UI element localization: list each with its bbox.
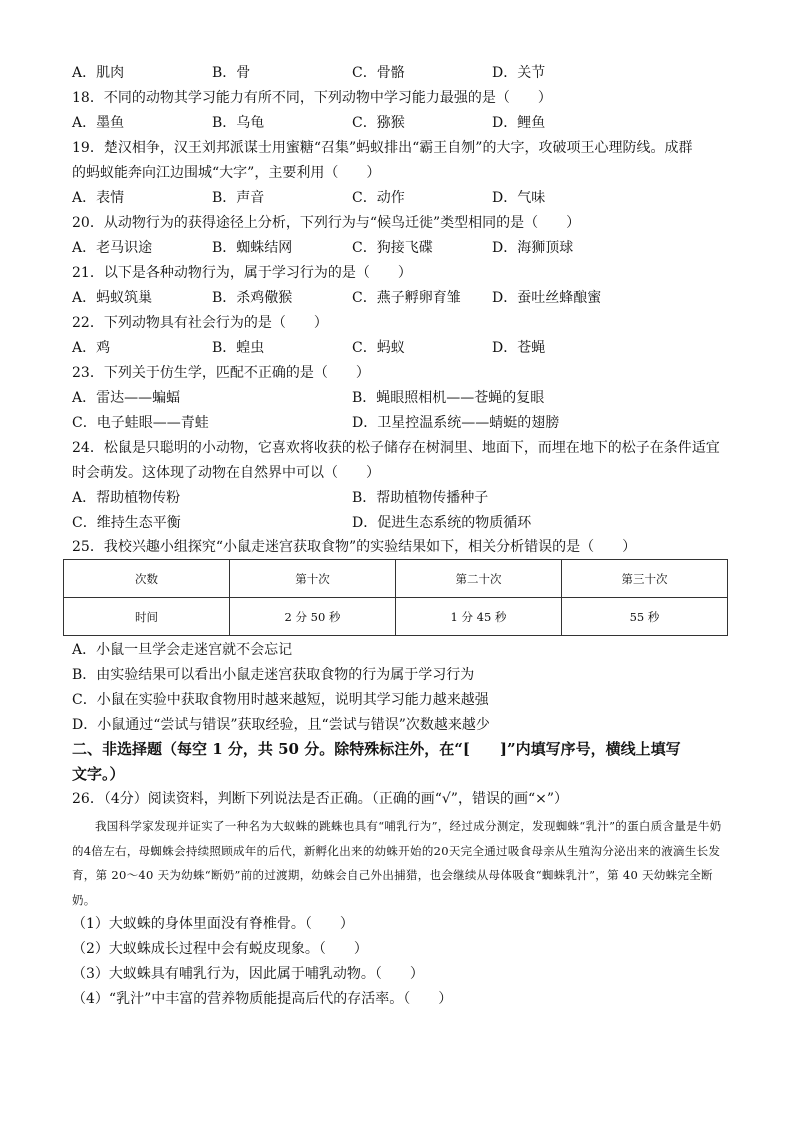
q20-stem: 20．从动物行为的获得途径上分析，下列行为与“候鸟迁徙”类型相同的是（ ） bbox=[72, 215, 581, 231]
q19-stem-line2: 的蚂蚁能奔向江边围城“大字”，主要利用（ ） bbox=[72, 165, 381, 181]
q21-stem: 21．以下是各种动物行为，属于学习行为的是（ ） bbox=[72, 265, 412, 281]
q26-item-2[interactable]: （2）大蚁蛛成长过程中会有蜕皮现象。（ ） bbox=[72, 941, 368, 957]
q17-option-a[interactable]: A．肌肉 bbox=[72, 65, 125, 81]
q23-option-b[interactable]: B．蝇眼照相机——苍蝇的复眼 bbox=[352, 390, 545, 406]
table-cell: 时间 bbox=[64, 598, 230, 636]
q20-option-d[interactable]: D．海狮顶球 bbox=[492, 240, 574, 256]
q21-option-d[interactable]: D．蚕吐丝蜂酿蜜 bbox=[492, 290, 602, 306]
q24-option-d[interactable]: D．促进生态系统的物质循环 bbox=[352, 515, 532, 531]
q19-option-d[interactable]: D．气味 bbox=[492, 190, 546, 206]
q23-options-row2 bbox=[72, 413, 732, 433]
q17-option-b[interactable]: B．骨 bbox=[212, 65, 251, 81]
q23-stem: 23．下列关于仿生学，匹配不正确的是（ ） bbox=[72, 365, 370, 381]
q18-option-d[interactable]: D．鲤鱼 bbox=[492, 115, 546, 131]
q21-option-b[interactable]: B．杀鸡儆猴 bbox=[212, 290, 293, 306]
q24-options-row1 bbox=[72, 488, 732, 508]
table-header-cell: 第三十次 bbox=[562, 560, 728, 598]
q25-results-table bbox=[63, 559, 728, 636]
q18-option-b[interactable]: B．乌龟 bbox=[212, 115, 265, 131]
q25-option-c[interactable]: C．小鼠在实验中获取食物用时越来越短，说明其学习能力越来越强 bbox=[72, 692, 489, 708]
q18-stem: 18．不同的动物其学习能力有所不同，下列动物中学习能力最强的是（ ） bbox=[72, 90, 552, 106]
table-cell: 55 秒 bbox=[562, 598, 728, 636]
q19-option-b[interactable]: B．声音 bbox=[212, 190, 265, 206]
table-header-cell: 次数 bbox=[64, 560, 230, 598]
q23-option-d[interactable]: D．卫星控温系统——蜻蜓的翅膀 bbox=[352, 415, 560, 431]
q22-option-c[interactable]: C．蚂蚁 bbox=[352, 340, 405, 356]
section2-title-line2: 文字。） bbox=[72, 765, 125, 783]
q18-option-a[interactable]: A．墨鱼 bbox=[72, 115, 125, 131]
q19-stem-line1: 19．楚汉相争，汉王刘邦派谋士用蜜糖“召集”蚂蚁排出“霸王自刎”的大字，攻破项王心理防线。成群 bbox=[72, 140, 693, 156]
q22-option-a[interactable]: A．鸡 bbox=[72, 340, 111, 356]
q24-stem-line2: 时会萌发。这体现了动物在自然界中可以（ ） bbox=[72, 465, 380, 481]
q20-option-c[interactable]: C．狗接飞碟 bbox=[352, 240, 433, 256]
q26-item-3[interactable]: （3）大蚁蛛具有哺乳行为，因此属于哺乳动物。（ ） bbox=[72, 966, 424, 982]
q25-option-b[interactable]: B．由实验结果可以看出小鼠走迷宫获取食物的行为属于学习行为 bbox=[72, 667, 475, 683]
q24-option-a[interactable]: A．帮助植物传粉 bbox=[72, 490, 181, 506]
q26-item-1[interactable]: （1）大蚁蛛的身体里面没有脊椎骨。（ ） bbox=[72, 916, 354, 932]
table-cell: 1 分 45 秒 bbox=[396, 598, 562, 636]
q24-option-c[interactable]: C．维持生态平衡 bbox=[72, 515, 181, 531]
table-header-cell: 第二十次 bbox=[396, 560, 562, 598]
q20-option-b[interactable]: B．蜘蛛结网 bbox=[212, 240, 293, 256]
q23-option-c[interactable]: C．电子蛙眼——青蛙 bbox=[72, 415, 209, 431]
q18-option-c[interactable]: C．猕猴 bbox=[352, 115, 405, 131]
q21-options bbox=[72, 288, 732, 308]
q22-stem: 22．下列动物具有社会行为的是（ ） bbox=[72, 315, 328, 331]
q26-passage: 我国科学家发现并证实了一种名为大蚁蛛的跳蛛也具有“哺乳行为”，经过成分测定，发现蜘蛛“乳汁”的蛋白质含量是牛奶的4倍左右，母蜘蛛会持续照顾成年的后代，新孵化出来的幼蛛开始的20天完全通过吸食母亲从生殖沟分泌出来的液滴生长发育，第 20～40 天为幼蛛“断奶”前的过渡期，幼蛛会自己外出捕猎，也会继续从母体吸食“蜘蛛乳汁”，第 40 天幼蛛完全断奶。 bbox=[72, 819, 722, 907]
q22-option-d[interactable]: D．苍蝇 bbox=[492, 340, 546, 356]
table-row bbox=[64, 598, 728, 636]
section2-title-line1: 二、非选择题（每空 1 分，共 50 分。除特殊标注外，在“[ ]”内填写序号，横线上填写 bbox=[72, 740, 681, 758]
q20-option-a[interactable]: A．老马识途 bbox=[72, 240, 153, 256]
q18-options bbox=[72, 113, 732, 133]
q26-item-4[interactable]: （4）“乳汁”中丰富的营养物质能提高后代的存活率。（ ） bbox=[72, 991, 453, 1007]
q22-options bbox=[72, 338, 732, 358]
q17-options bbox=[72, 63, 732, 83]
q19-options bbox=[72, 188, 732, 208]
q24-stem-line1: 24．松鼠是只聪明的小动物，它喜欢将收获的松子储存在树洞里、地面下，而埋在地下的松子在条件适宜 bbox=[72, 440, 720, 456]
table-cell: 2 分 50 秒 bbox=[230, 598, 396, 636]
q25-option-a[interactable]: A．小鼠一旦学会走迷宫就不会忘记 bbox=[72, 642, 293, 658]
q24-options-row2 bbox=[72, 513, 732, 533]
q22-option-b[interactable]: B．蝗虫 bbox=[212, 340, 265, 356]
q25-stem: 25．我校兴趣小组探究“小鼠走迷宫获取食物”的实验结果如下，相关分析错误的是（ ） bbox=[72, 539, 637, 555]
q17-option-c[interactable]: C．骨骼 bbox=[352, 65, 405, 81]
q25-option-d[interactable]: D．小鼠通过“尝试与错误”获取经验，且“尝试与错误”次数越来越少 bbox=[72, 717, 490, 733]
q19-option-a[interactable]: A．表情 bbox=[72, 190, 125, 206]
q23-option-a[interactable]: A．雷达——蝙蝠 bbox=[72, 390, 181, 406]
q23-options-row1 bbox=[72, 388, 732, 408]
table-header-row bbox=[64, 560, 728, 598]
q21-option-c[interactable]: C．燕子孵卵育雏 bbox=[352, 290, 461, 306]
q24-option-b[interactable]: B．帮助植物传播种子 bbox=[352, 490, 489, 506]
q20-options bbox=[72, 238, 732, 258]
table-header-cell: 第十次 bbox=[230, 560, 396, 598]
q21-option-a[interactable]: A．蚂蚁筑巢 bbox=[72, 290, 153, 306]
q17-option-d[interactable]: D．关节 bbox=[492, 65, 546, 81]
q26-stem: 26．（4分）阅读资料，判断下列说法是否正确。（正确的画“√”，错误的画“×”） bbox=[72, 791, 569, 807]
q19-option-c[interactable]: C．动作 bbox=[352, 190, 405, 206]
